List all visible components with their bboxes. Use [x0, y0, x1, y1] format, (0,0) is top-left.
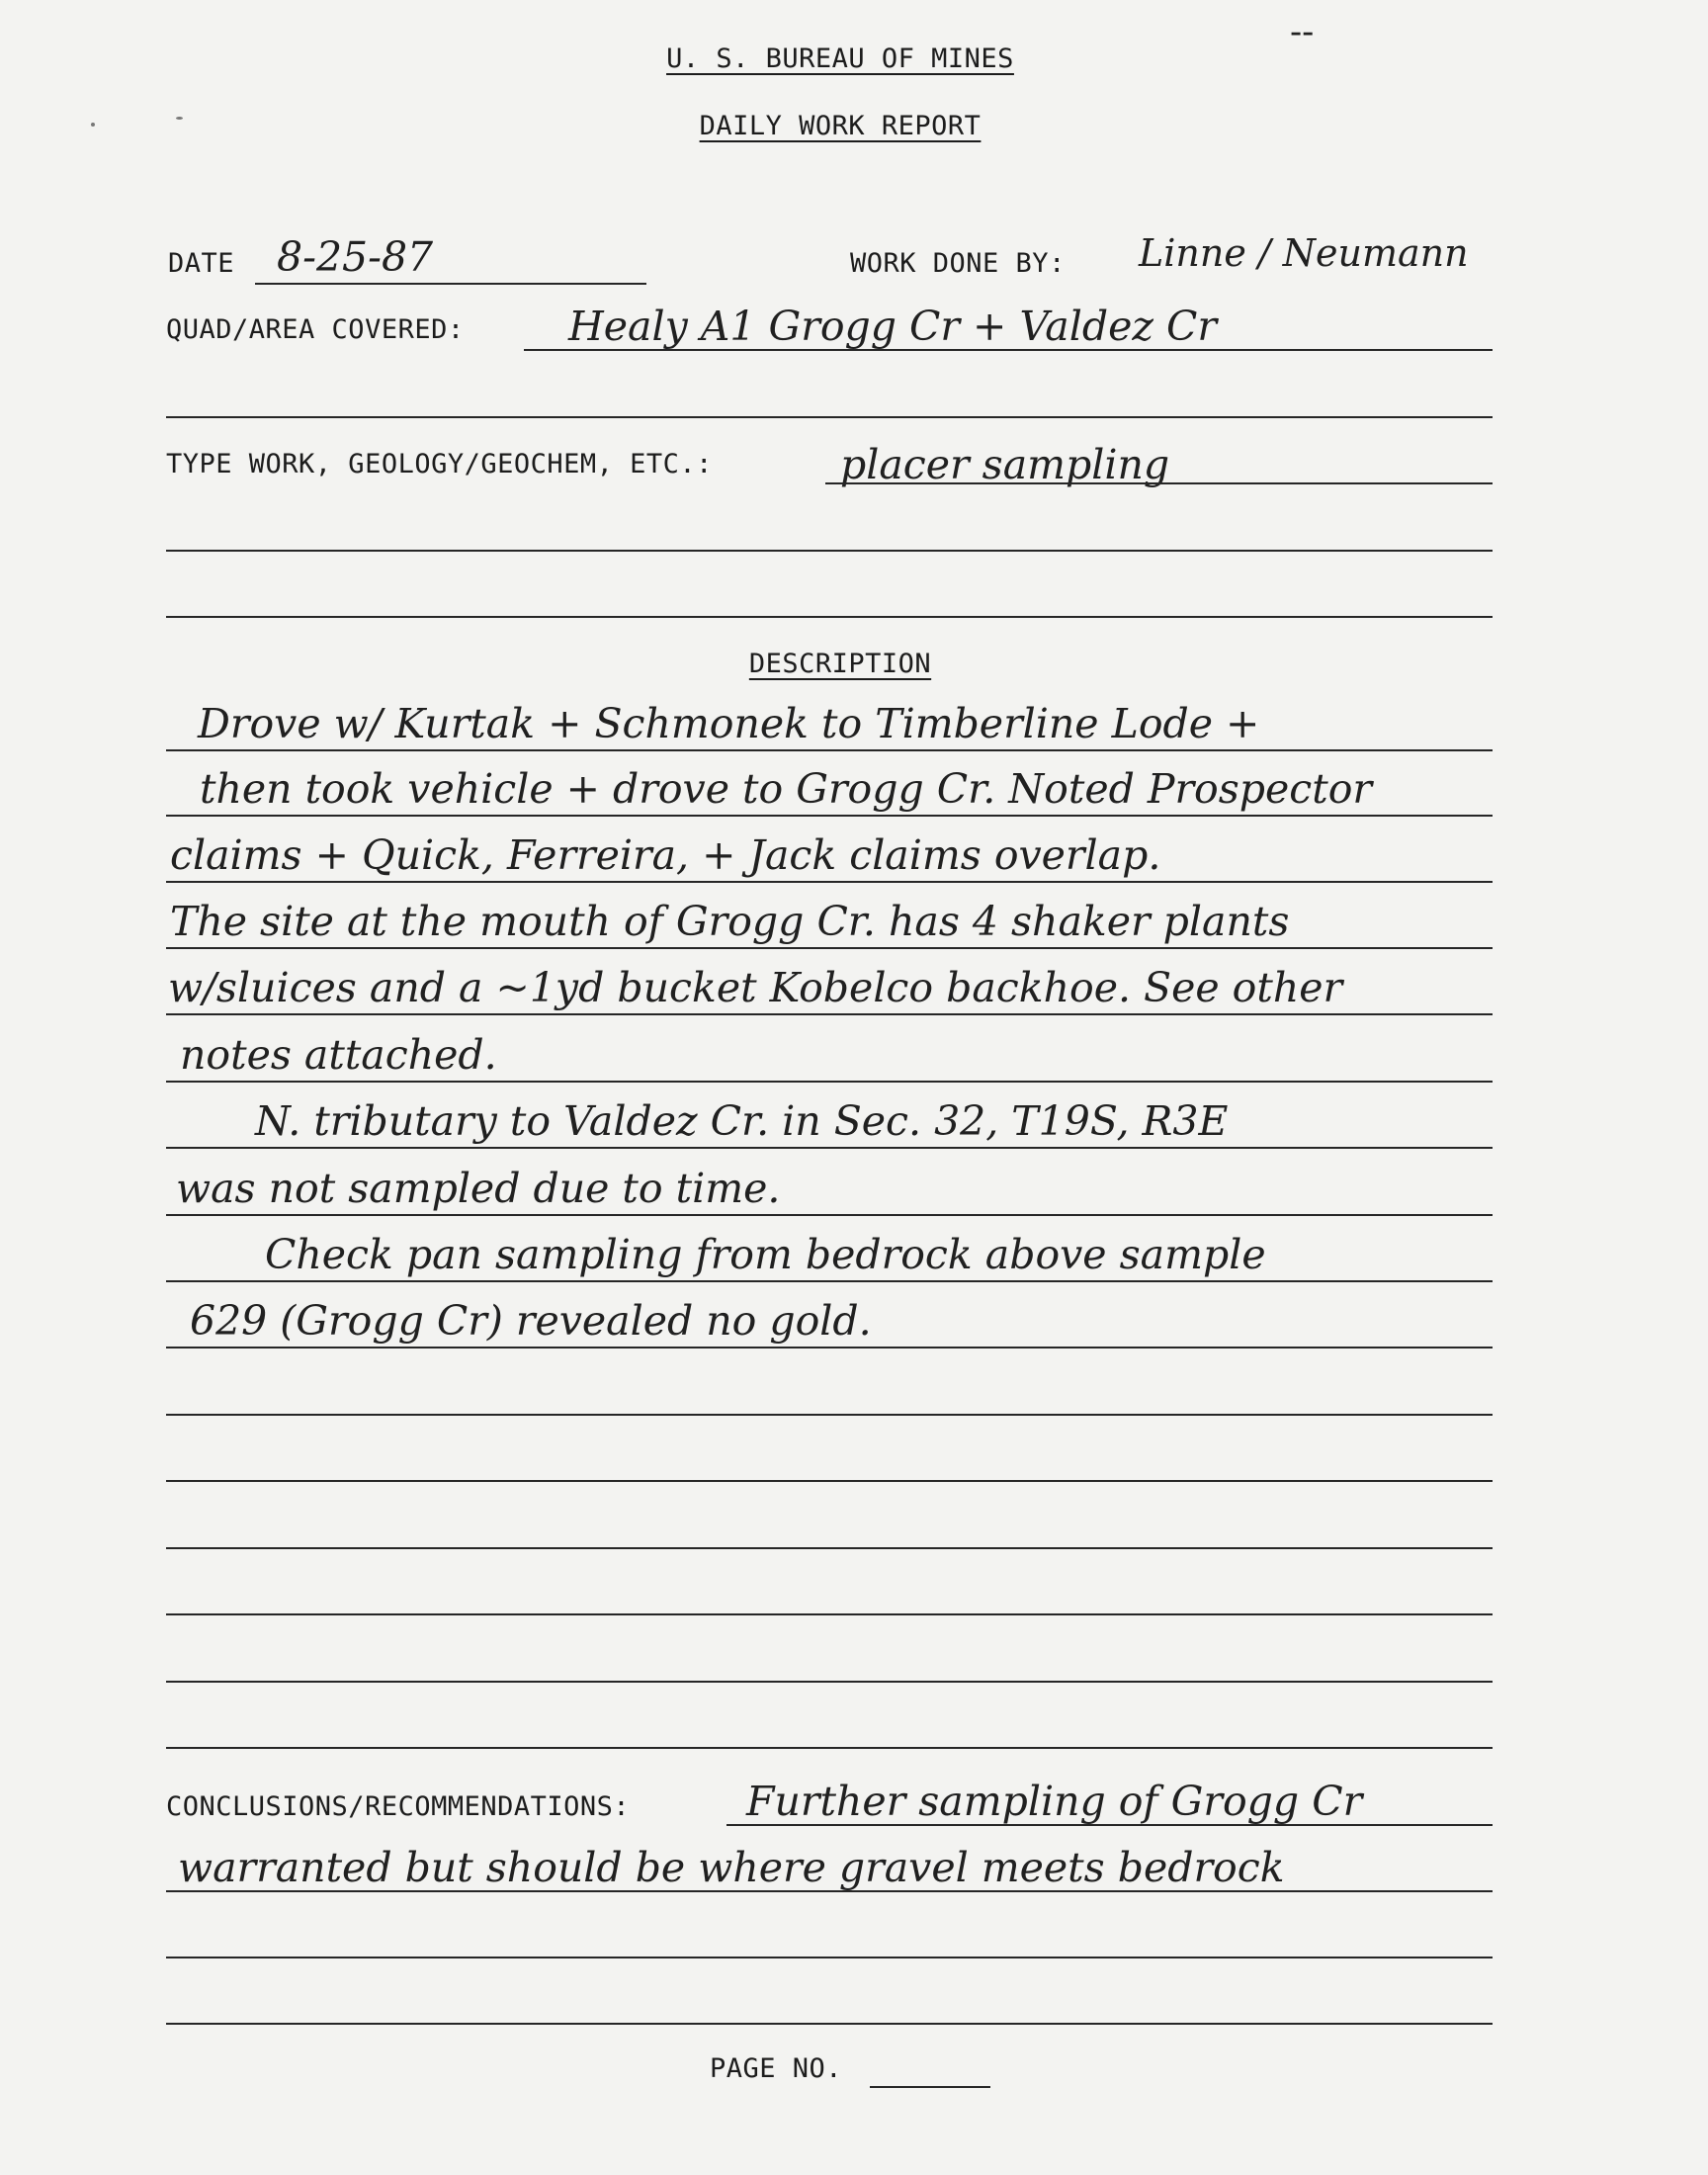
quad-area-label: QUAD/AREA COVERED:: [166, 314, 465, 345]
description-line: was not sampled due to time.: [176, 1165, 781, 1212]
date-value: 8-25-87: [277, 233, 434, 281]
ruled-line: [166, 1081, 1493, 1083]
ruled-line: [166, 1013, 1493, 1015]
type-work-value: placer sampling: [840, 441, 1170, 488]
ruled-line: [166, 1347, 1493, 1348]
ruled-line: [166, 1414, 1493, 1416]
description-line: Drove w/ Kurtak + Schmonek to Timberline Lode +: [198, 700, 1260, 747]
description-line: notes attached.: [180, 1031, 497, 1079]
conclusions-line: warranted but should be where gravel meets bedrock: [178, 1844, 1285, 1891]
date-label: DATE: [168, 248, 235, 279]
ruled-line: [166, 1747, 1493, 1749]
ruled-line: [166, 1280, 1493, 1282]
type-work-line-1: [825, 482, 1493, 484]
work-done-by-label: WORK DONE BY:: [850, 248, 1066, 279]
page-number-line: [870, 2086, 990, 2088]
conclusions-line: Further sampling of Grogg Cr: [746, 1778, 1363, 1825]
conclusions-line-rule-1: [726, 1824, 1493, 1826]
conclusions-label: CONCLUSIONS/RECOMMENDATIONS:: [166, 1791, 631, 1822]
ruled-line: [166, 947, 1493, 949]
description-line: w/sluices and a ~1yd bucket Kobelco backhoe. See other: [168, 964, 1343, 1011]
ruled-line: [166, 815, 1493, 817]
quad-line-1: [524, 349, 1493, 351]
type-work-line-3: [166, 616, 1493, 618]
corner-pen-mark: --: [1290, 12, 1315, 52]
description-line: then took vehicle + drove to Grogg Cr. Noted Prospector: [200, 765, 1372, 813]
ruled-line: [166, 749, 1493, 751]
report-title: DAILY WORK REPORT: [699, 111, 982, 141]
description-line: The site at the mouth of Grogg Cr. has 4 shaker plants: [170, 898, 1290, 945]
ruled-line: [166, 1214, 1493, 1216]
description-line: claims + Quick, Ferreira, + Jack claims overlap.: [170, 831, 1161, 879]
description-line: Check pan sampling from bedrock above sample: [265, 1231, 1266, 1278]
conclusions-line-rule-4: [166, 2023, 1493, 2025]
work-done-by-value: Linne / Neumann: [1139, 231, 1469, 275]
type-work-line-2: [166, 550, 1493, 552]
conclusions-line-rule-2: [166, 1890, 1493, 1892]
description-line: N. tributary to Valdez Cr. in Sec. 32, T19S, R3E: [255, 1097, 1229, 1145]
page-number-label: PAGE NO.: [710, 2053, 843, 2084]
description-heading: DESCRIPTION: [748, 649, 932, 679]
type-work-label: TYPE WORK, GEOLOGY/GEOCHEM, ETC.:: [166, 449, 713, 479]
ruled-line: [166, 1613, 1493, 1615]
agency-title: U. S. BUREAU OF MINES: [666, 44, 1014, 74]
ruled-line: [166, 1681, 1493, 1683]
date-line: [255, 283, 646, 285]
ruled-line: [166, 881, 1493, 883]
description-line: 629 (Grogg Cr) revealed no gold.: [190, 1297, 872, 1345]
quad-area-value: Healy A1 Grogg Cr + Valdez Cr: [568, 303, 1217, 350]
conclusions-line-rule-3: [166, 1957, 1493, 1958]
quad-line-2: [166, 416, 1493, 418]
ruled-line: [166, 1147, 1493, 1149]
ruled-line: [166, 1480, 1493, 1482]
ruled-line: [166, 1547, 1493, 1549]
